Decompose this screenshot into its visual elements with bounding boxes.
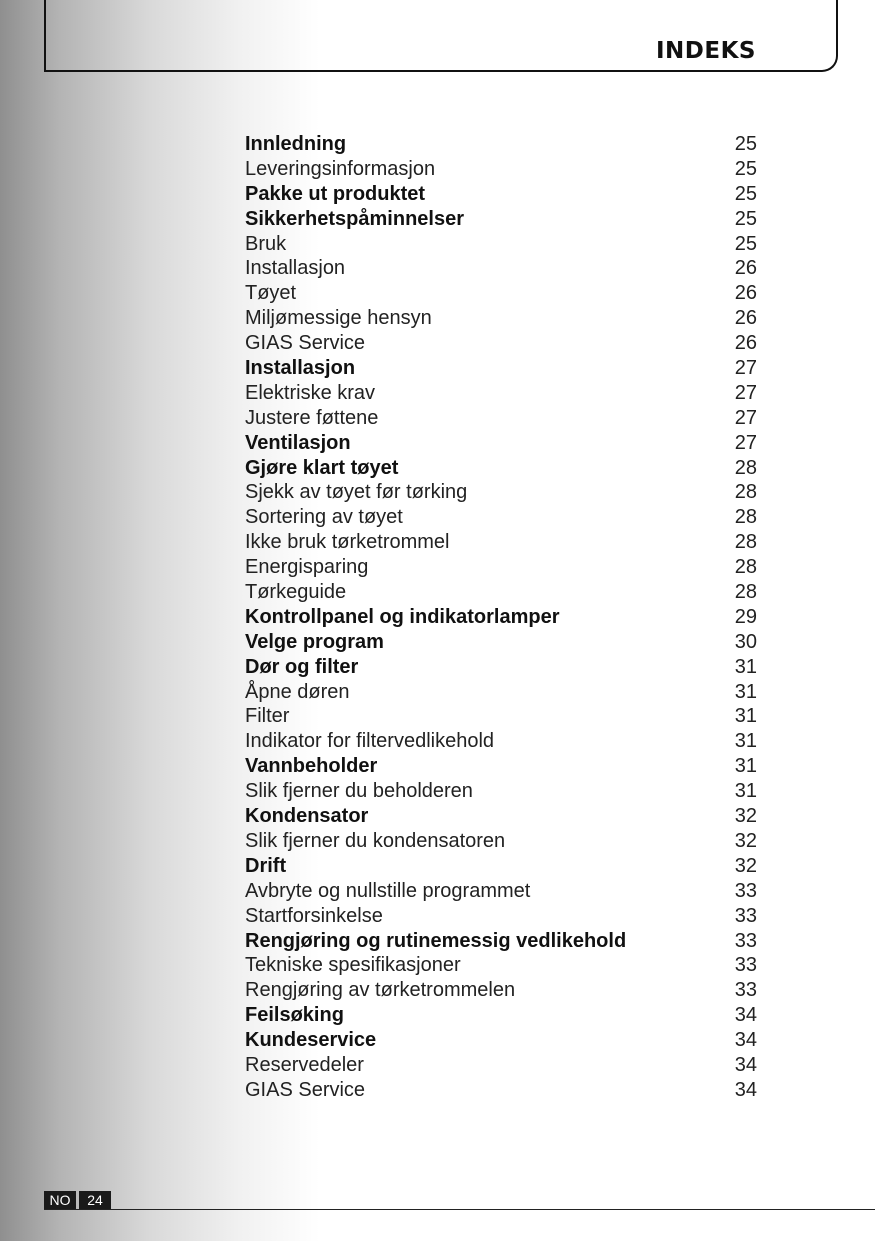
toc-page-number: 28 bbox=[734, 506, 757, 529]
toc-section bbox=[245, 1028, 757, 1053]
toc-page-number: 26 bbox=[734, 282, 757, 305]
toc-entry bbox=[245, 331, 757, 356]
footer-divider bbox=[44, 1209, 875, 1210]
toc-section bbox=[245, 182, 757, 207]
toc-page-number: 25 bbox=[734, 157, 757, 180]
toc-page-number: 31 bbox=[734, 730, 757, 753]
toc-title: Installasjon bbox=[245, 257, 346, 280]
toc-title: Ikke bruk tørketrommel bbox=[245, 531, 450, 554]
toc-entry bbox=[245, 157, 757, 182]
toc-title: Indikator for filtervedlikehold bbox=[245, 730, 495, 753]
toc-section bbox=[245, 854, 757, 879]
toc-page-number: 25 bbox=[734, 182, 757, 205]
toc-title: GIAS Service bbox=[245, 332, 366, 355]
toc-title: Dør og filter bbox=[245, 655, 359, 678]
toc-entry bbox=[245, 1078, 757, 1103]
toc-title: Miljømessige hensyn bbox=[245, 307, 432, 330]
toc-page-number: 30 bbox=[734, 630, 757, 653]
toc-title: Tørkeguide bbox=[245, 581, 347, 604]
toc-entry bbox=[245, 306, 757, 331]
toc-title: Feilsøking bbox=[245, 1004, 344, 1027]
toc-section bbox=[245, 132, 757, 157]
language-badge: NO bbox=[44, 1191, 76, 1209]
toc-title: Rengjøring og rutinemessig vedlikehold bbox=[245, 929, 627, 952]
toc-title: Slik fjerner du beholderen bbox=[245, 780, 473, 803]
toc-title: Bruk bbox=[245, 232, 287, 255]
toc-page-number: 25 bbox=[734, 232, 757, 255]
toc-page-number: 33 bbox=[734, 904, 757, 927]
toc-title: Velge program bbox=[245, 630, 384, 653]
toc-page-number: 27 bbox=[734, 357, 757, 380]
toc-entry bbox=[245, 480, 757, 505]
toc-page-number: 32 bbox=[734, 854, 757, 877]
toc-page-number: 27 bbox=[734, 406, 757, 429]
toc-title: Kondensator bbox=[245, 805, 369, 828]
toc-section bbox=[245, 1003, 757, 1028]
toc-title: Startforsinkelse bbox=[245, 904, 383, 927]
toc-entry bbox=[245, 829, 757, 854]
table-of-contents bbox=[245, 132, 757, 1103]
toc-title: Ventilasjon bbox=[245, 431, 351, 454]
toc-entry bbox=[245, 680, 757, 705]
toc-page-number: 31 bbox=[734, 755, 757, 778]
toc-page-number: 28 bbox=[734, 456, 757, 479]
toc-section bbox=[245, 356, 757, 381]
toc-entry bbox=[245, 704, 757, 729]
toc-page-number: 32 bbox=[734, 829, 757, 852]
toc-section bbox=[245, 207, 757, 232]
toc-entry bbox=[245, 505, 757, 530]
toc-title: Avbryte og nullstille programmet bbox=[245, 879, 531, 902]
toc-title: Tøyet bbox=[245, 282, 297, 305]
toc-page-number: 34 bbox=[734, 1078, 757, 1101]
toc-title: Åpne døren bbox=[245, 680, 350, 703]
toc-page-number: 27 bbox=[734, 431, 757, 454]
toc-title: Elektriske krav bbox=[245, 381, 376, 404]
toc-section bbox=[245, 655, 757, 680]
toc-page-number: 27 bbox=[734, 381, 757, 404]
toc-page-number: 32 bbox=[734, 805, 757, 828]
toc-title: Rengjøring av tørketrommelen bbox=[245, 979, 516, 1002]
toc-title: Energisparing bbox=[245, 556, 369, 579]
toc-title: Installasjon bbox=[245, 357, 356, 380]
toc-page-number: 33 bbox=[734, 879, 757, 902]
toc-title: Slik fjerner du kondensatoren bbox=[245, 829, 506, 852]
toc-title: Sortering av tøyet bbox=[245, 506, 403, 529]
toc-page-number: 31 bbox=[734, 705, 757, 728]
toc-page-number: 28 bbox=[734, 581, 757, 604]
toc-entry bbox=[245, 381, 757, 406]
toc-entry bbox=[245, 953, 757, 978]
toc-entry bbox=[245, 530, 757, 555]
toc-title: Vannbeholder bbox=[245, 755, 378, 778]
toc-title: Innledning bbox=[245, 133, 347, 155]
toc-entry bbox=[245, 904, 757, 929]
toc-title: Gjøre klart tøyet bbox=[245, 456, 399, 479]
toc-title: Kundeservice bbox=[245, 1029, 377, 1052]
toc-page-number: 33 bbox=[734, 929, 757, 952]
toc-title: Tekniske spesifikasjoner bbox=[245, 954, 461, 977]
toc-page-number: 34 bbox=[734, 1053, 757, 1076]
toc-section bbox=[245, 804, 757, 829]
toc-page-number: 26 bbox=[734, 332, 757, 355]
toc-page-number: 28 bbox=[734, 556, 757, 579]
toc-page-number: 31 bbox=[734, 655, 757, 678]
toc-entry bbox=[245, 580, 757, 605]
toc-entry bbox=[245, 729, 757, 754]
page-number-badge: 24 bbox=[79, 1191, 111, 1209]
toc-title: GIAS Service bbox=[245, 1078, 366, 1101]
toc-page-number: 34 bbox=[734, 1004, 757, 1027]
toc-page-number: 34 bbox=[734, 1029, 757, 1052]
toc-entry bbox=[245, 1053, 757, 1078]
toc-entry bbox=[245, 978, 757, 1003]
toc-entry bbox=[245, 555, 757, 580]
toc-page-number: 28 bbox=[734, 481, 757, 504]
toc-entry bbox=[245, 406, 757, 431]
toc-entry bbox=[245, 256, 757, 281]
toc-page-number: 28 bbox=[734, 531, 757, 554]
toc-page-number: 26 bbox=[734, 257, 757, 280]
toc-entry bbox=[245, 779, 757, 804]
toc-title: Drift bbox=[245, 854, 287, 877]
toc-section bbox=[245, 431, 757, 456]
toc-title: Justere føttene bbox=[245, 406, 379, 429]
toc-title: Sikkerhetspåminnelser bbox=[245, 207, 464, 230]
toc-title: Pakke ut produktet bbox=[245, 182, 426, 205]
toc-title: Reservedeler bbox=[245, 1053, 364, 1076]
toc-page-number: 25 bbox=[734, 133, 757, 155]
toc-title: Kontrollpanel og indikatorlamper bbox=[245, 605, 560, 628]
toc-entry bbox=[245, 281, 757, 306]
toc-page-number: 31 bbox=[734, 680, 757, 703]
toc-page-number: 26 bbox=[734, 307, 757, 330]
toc-section bbox=[245, 754, 757, 779]
toc-page-number: 33 bbox=[734, 979, 757, 1002]
toc-entry bbox=[245, 232, 757, 257]
toc-section bbox=[245, 929, 757, 954]
toc-section bbox=[245, 605, 757, 630]
toc-page-number: 33 bbox=[734, 954, 757, 977]
toc-section bbox=[245, 630, 757, 655]
toc-title: Leveringsinformasjon bbox=[245, 157, 436, 180]
toc-entry bbox=[245, 879, 757, 904]
page-title: INDEKS bbox=[656, 38, 756, 64]
toc-page-number: 29 bbox=[734, 605, 757, 628]
toc-title: Filter bbox=[245, 705, 290, 728]
toc-page-number: 31 bbox=[734, 780, 757, 803]
toc-section bbox=[245, 456, 757, 481]
toc-page-number: 25 bbox=[734, 207, 757, 230]
toc-title: Sjekk av tøyet før tørking bbox=[245, 481, 468, 504]
